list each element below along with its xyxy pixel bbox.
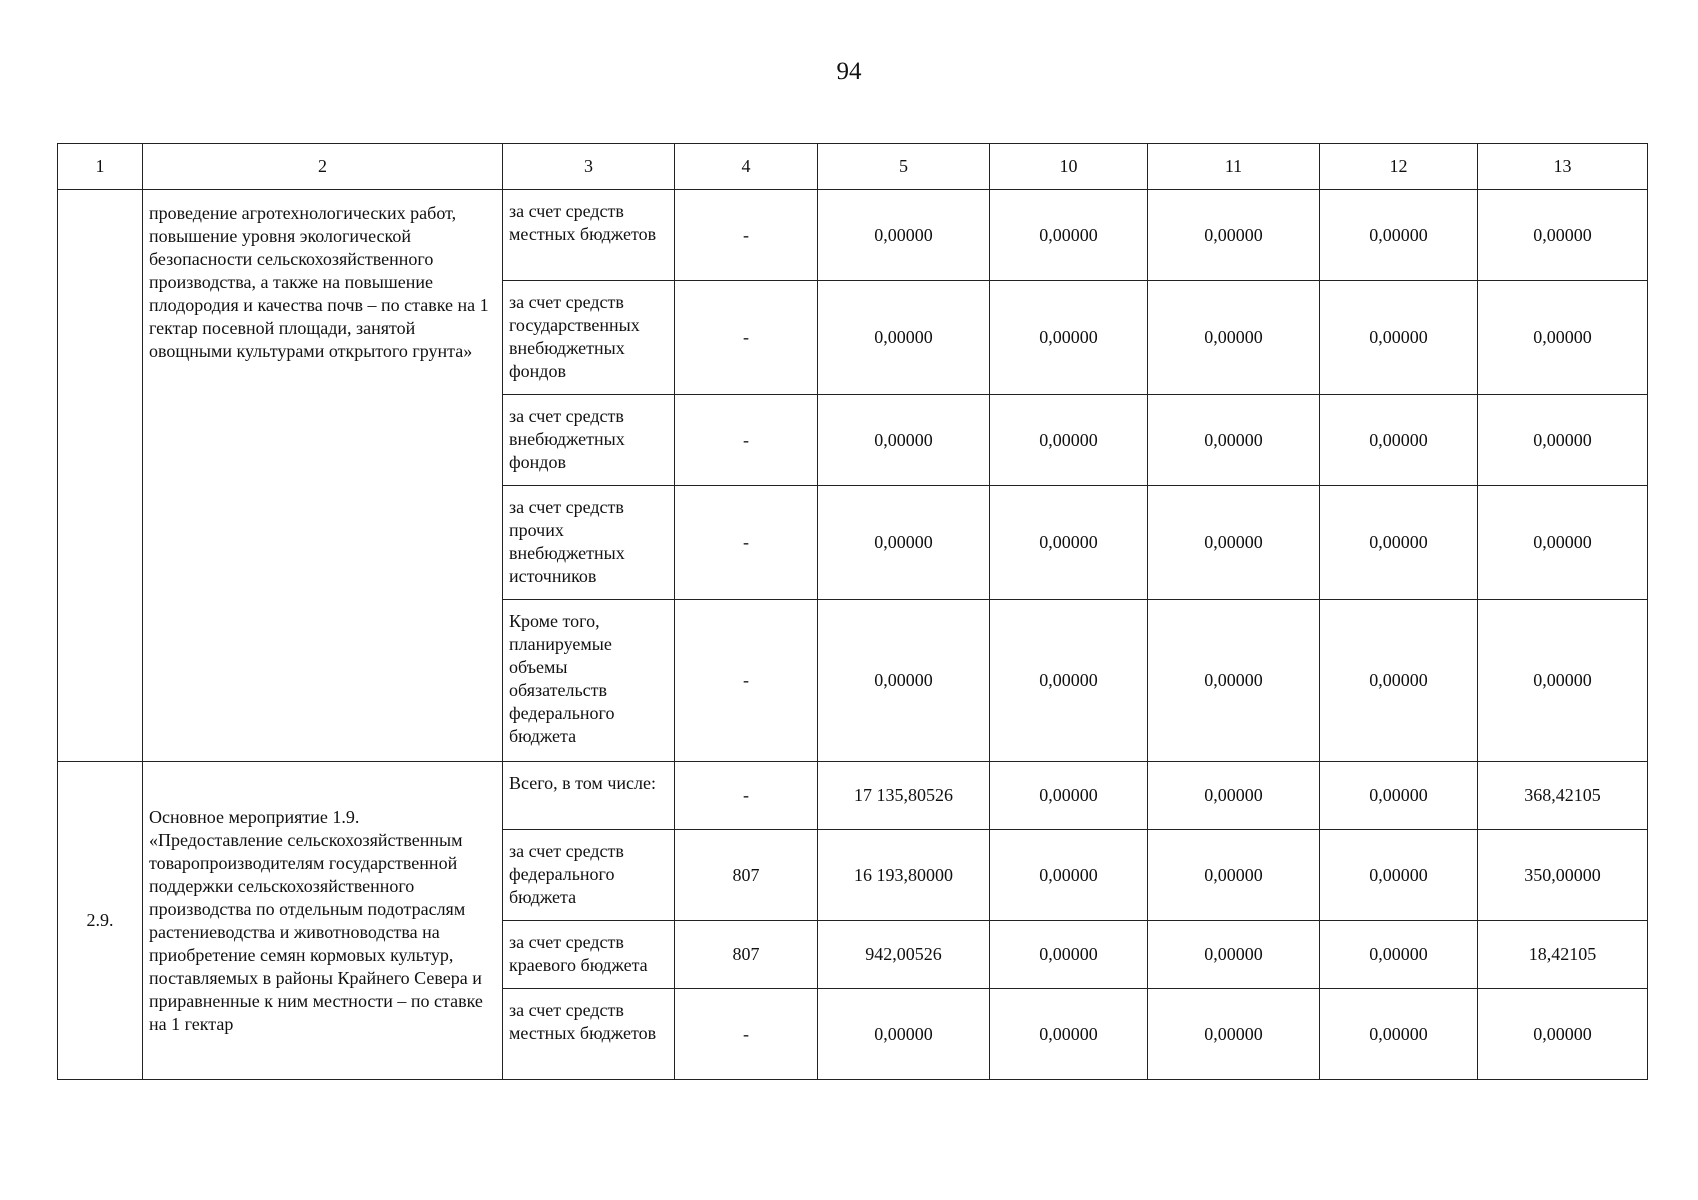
code-cell: - [675, 190, 818, 281]
value-cell: 0,00000 [1320, 762, 1478, 830]
column-header: 1 [58, 144, 143, 190]
column-header: 11 [1148, 144, 1320, 190]
value-cell: 0,00000 [1320, 395, 1478, 486]
value-cell: 0,00000 [1148, 281, 1320, 395]
code-cell: - [675, 600, 818, 762]
value-cell: 0,00000 [1148, 190, 1320, 281]
header-row [58, 144, 1648, 190]
funding-source-cell: за счет средств местных бюджетов [503, 989, 675, 1080]
value-cell: 0,00000 [1320, 486, 1478, 600]
value-cell: 0,00000 [1148, 921, 1320, 989]
value-cell: 942,00526 [818, 921, 990, 989]
value-cell: 0,00000 [990, 762, 1148, 830]
page-number: 94 [836, 58, 862, 85]
value-cell: 0,00000 [818, 989, 990, 1080]
code-cell: - [675, 989, 818, 1080]
funding-source-cell: Всего, в том числе: [503, 762, 675, 830]
column-header: 4 [675, 144, 818, 190]
row-index-cell [58, 190, 143, 762]
value-cell: 0,00000 [818, 600, 990, 762]
value-cell: 0,00000 [1478, 600, 1648, 762]
value-cell: 0,00000 [1148, 395, 1320, 486]
value-cell: 0,00000 [1148, 989, 1320, 1080]
value-cell: 0,00000 [990, 190, 1148, 281]
value-cell: 350,00000 [1478, 830, 1648, 921]
table-row [58, 190, 1648, 281]
table-row [58, 762, 1648, 830]
value-cell: 0,00000 [1320, 281, 1478, 395]
funding-source-cell: за счет средств прочих внебюджетных источников [503, 486, 675, 600]
column-header: 12 [1320, 144, 1478, 190]
value-cell: 0,00000 [1320, 921, 1478, 989]
value-cell: 0,00000 [1478, 190, 1648, 281]
value-cell: 0,00000 [1478, 486, 1648, 600]
funding-source-cell: за счет средств государственных внебюджетных фондов [503, 281, 675, 395]
value-cell: 0,00000 [1478, 989, 1648, 1080]
code-cell: 807 [675, 921, 818, 989]
value-cell: 0,00000 [818, 190, 990, 281]
value-cell: 16 193,80000 [818, 830, 990, 921]
value-cell: 0,00000 [1320, 600, 1478, 762]
funding-source-cell: за счет средств федерального бюджета [503, 830, 675, 921]
funding-source-cell: Кроме того, планируемые объемы обязательств федерального бюджета [503, 600, 675, 762]
value-cell: 0,00000 [1320, 989, 1478, 1080]
value-cell: 0,00000 [990, 830, 1148, 921]
funding-source-cell: за счет средств краевого бюджета [503, 921, 675, 989]
code-cell: - [675, 281, 818, 395]
value-cell: 0,00000 [990, 921, 1148, 989]
column-header: 5 [818, 144, 990, 190]
value-cell: 0,00000 [990, 600, 1148, 762]
funding-source-cell: за счет средств внебюджетных фондов [503, 395, 675, 486]
column-header: 3 [503, 144, 675, 190]
code-cell: - [675, 762, 818, 830]
value-cell: 17 135,80526 [818, 762, 990, 830]
value-cell: 0,00000 [1148, 486, 1320, 600]
value-cell: 0,00000 [1148, 600, 1320, 762]
value-cell: 0,00000 [1148, 830, 1320, 921]
column-header: 10 [990, 144, 1148, 190]
code-cell: - [675, 395, 818, 486]
column-header: 2 [143, 144, 503, 190]
value-cell: 0,00000 [1478, 281, 1648, 395]
value-cell: 0,00000 [990, 395, 1148, 486]
activity-description-cell: проведение агротехнологических работ, повышение уровня экологической безопасности сельскохозяйственного производства, а также на повышение плодородия и качества почв – по ставке на 1 гектар посевной площади, занятой овощными культурами открытого грунта» [143, 190, 503, 762]
budget-table [57, 143, 1648, 1080]
value-cell: 0,00000 [990, 989, 1148, 1080]
code-cell: - [675, 486, 818, 600]
value-cell: 368,42105 [1478, 762, 1648, 830]
column-header: 13 [1478, 144, 1648, 190]
row-index-cell: 2.9. [58, 762, 143, 1080]
value-cell: 0,00000 [818, 486, 990, 600]
activity-description-cell: Основное мероприятие 1.9. «Предоставление сельскохозяйственным товаропроизводителям государственной поддержки сельскохозяйственного производства по отдельным подотраслям растениеводства и животноводства на приобретение семян кормовых культур, поставляемых в районы Крайнего Севера и приравненные к ним местности – по ставке на 1 гектар [143, 762, 503, 1080]
value-cell: 0,00000 [818, 395, 990, 486]
value-cell: 0,00000 [1148, 762, 1320, 830]
value-cell: 0,00000 [990, 486, 1148, 600]
value-cell: 0,00000 [1478, 395, 1648, 486]
code-cell: 807 [675, 830, 818, 921]
value-cell: 0,00000 [818, 281, 990, 395]
funding-source-cell: за счет средств местных бюджетов [503, 190, 675, 281]
value-cell: 0,00000 [1320, 830, 1478, 921]
value-cell: 18,42105 [1478, 921, 1648, 989]
value-cell: 0,00000 [1320, 190, 1478, 281]
value-cell: 0,00000 [990, 281, 1148, 395]
